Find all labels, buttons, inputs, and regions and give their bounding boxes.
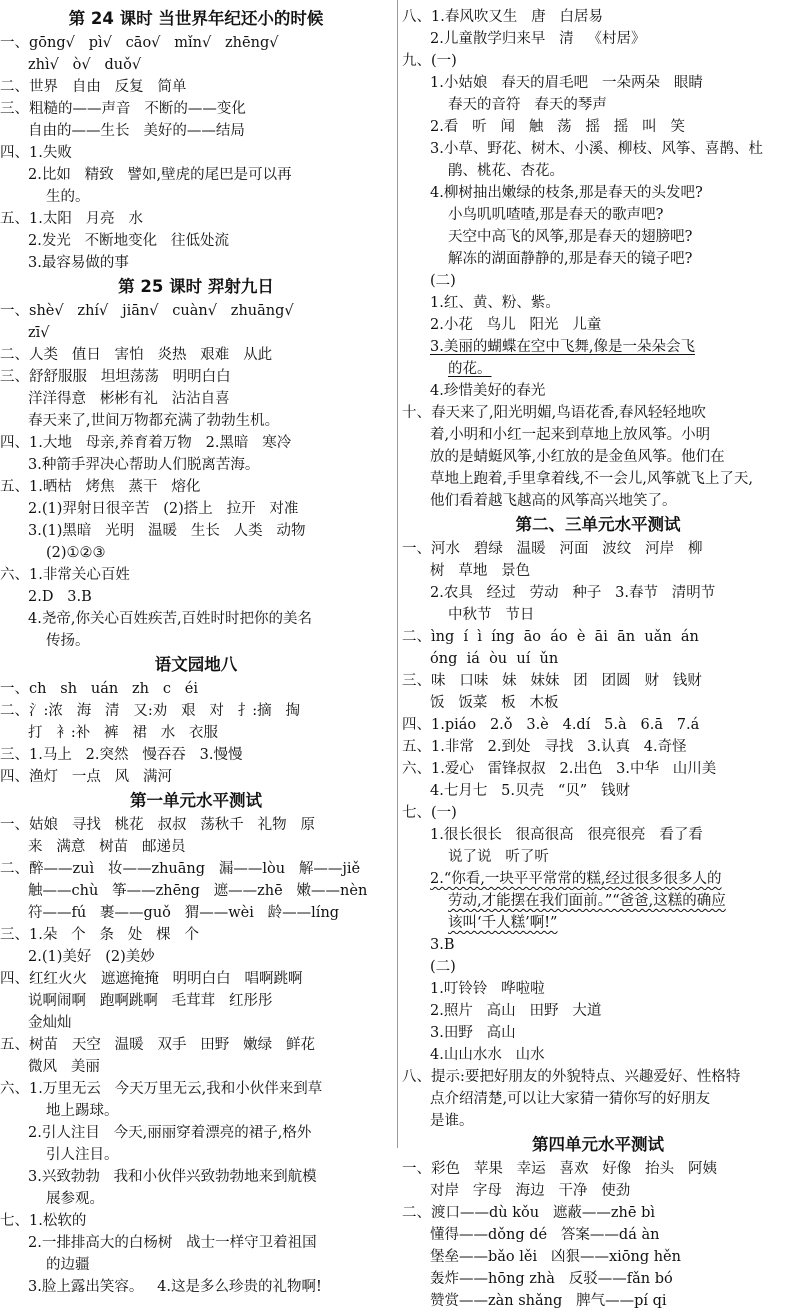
answer-line <box>0 498 392 520</box>
answer-line <box>402 182 794 204</box>
line-text: 4.山山水水 山水 <box>430 1047 545 1063</box>
line-text: 二、氵:浓 海 清 又:劝 艰 对 扌:摘 掏 <box>0 703 300 719</box>
line-text: 洋洋得意 彬彬有礼 沾沾自喜 <box>28 391 230 407</box>
section-heading <box>0 788 392 814</box>
answer-line <box>402 780 794 802</box>
answer-line <box>402 802 794 824</box>
answer-line <box>402 956 794 978</box>
line-text: 4.珍惜美好的春光 <box>430 383 546 399</box>
line-text: 四、渔灯 一点 风 满河 <box>0 769 172 785</box>
answer-line <box>0 322 392 344</box>
answer-line <box>402 604 794 626</box>
answer-line <box>402 1066 794 1088</box>
answer-line <box>0 630 392 652</box>
line-text: 劳动,才能摆在我们面前。”“爸爸,这糕的确应 <box>448 893 726 909</box>
line-text: 一、姑娘 寻找 桃花 叔叔 荡秋千 礼物 原 <box>0 817 315 833</box>
line-text: 八、1.春风吹又生 唐 白居易 <box>402 9 603 25</box>
answer-line <box>402 846 794 868</box>
answer-line <box>0 968 392 990</box>
answer-line <box>0 924 392 946</box>
answer-line <box>0 858 392 880</box>
line-text: 3.兴致勃勃 我和小伙伴兴致勃勃地来到航模 <box>28 1169 317 1185</box>
line-text: 三、舒舒服服 坦坦荡荡 明明白白 <box>0 369 231 385</box>
answer-line <box>0 76 392 98</box>
line-text: 三、味 口味 妹 妹妹 团 团圆 财 钱财 <box>402 673 702 689</box>
line-text: 六、1.爱心 雷锋叔叔 2.出色 3.中华 山川美 <box>402 761 717 777</box>
answer-line <box>0 300 392 322</box>
line-text: 3.种箭手羿决心帮助人们脱离苦海。 <box>28 457 260 473</box>
answer-line <box>402 226 794 248</box>
answer-line <box>402 714 794 736</box>
line-text: 四、1.piáo 2.ǒ 3.è 4.dí 5.à 6.ā 7.á <box>402 717 700 733</box>
line-text: 打 衤:补 裤 裙 水 衣服 <box>28 725 219 741</box>
line-text: 小鸟叽叽喳喳,那是春天的歌声吧? <box>448 207 664 223</box>
answer-line <box>402 424 794 446</box>
answer-line <box>402 1158 794 1180</box>
answer-line <box>402 336 794 358</box>
line-text: 3.(1)黑暗 光明 温暖 生长 人类 动物 <box>28 523 306 539</box>
line-text: 三、粗糙的——声音 不断的——变化 <box>0 101 246 117</box>
answer-line <box>0 1276 392 1298</box>
line-text: 一、shè√ zhí√ jiān√ cuàn√ zhuāng√ <box>0 303 294 319</box>
answer-line <box>402 1290 794 1312</box>
answer-line <box>0 946 392 968</box>
line-text: (2)①②③ <box>46 545 106 561</box>
answer-line <box>0 902 392 924</box>
line-text: 说啊闹啊 跑啊跳啊 毛茸茸 红彤彤 <box>28 993 273 1009</box>
answer-line <box>402 446 794 468</box>
line-text: 3.脸上露出笑容。 4.这是多么珍贵的礼物啊! <box>28 1279 322 1295</box>
answer-line <box>402 978 794 1000</box>
line-text: 3.B <box>430 937 455 953</box>
line-text: 春天的音符 春天的琴声 <box>448 97 607 113</box>
line-text: óng iá òu uí ǔn <box>430 651 559 667</box>
answer-line <box>0 120 392 142</box>
answer-line <box>402 736 794 758</box>
line-text: 二、渡口——dù kǒu 遮蔽——zhē bì <box>402 1205 655 1221</box>
line-text: 2.引人注目 今天,丽丽穿着漂亮的裙子,格外 <box>28 1125 312 1141</box>
answer-line <box>402 582 794 604</box>
answer-line <box>0 1122 392 1144</box>
answer-line <box>402 292 794 314</box>
answer-line <box>0 410 392 432</box>
line-text: 3.美丽的蝴蝶在空中飞舞,像是一朵朵会飞 <box>430 339 695 355</box>
line-text: 五、1.晒枯 烤焦 蒸干 熔化 <box>0 479 201 495</box>
answer-line <box>0 230 392 252</box>
line-text: (二) <box>430 959 456 975</box>
answer-line <box>0 1100 392 1122</box>
line-text: 三、1.朵 个 条 处 棵 个 <box>0 927 199 943</box>
line-text: 对岸 字母 海边 干净 使劲 <box>430 1183 631 1199</box>
line-text: 1.小姑娘 春天的眉毛吧 一朵两朵 眼睛 <box>430 75 703 91</box>
answer-line <box>402 692 794 714</box>
line-text: 的花。 <box>448 361 492 377</box>
answer-line <box>402 468 794 490</box>
answer-line <box>0 54 392 76</box>
answer-line <box>0 1188 392 1210</box>
answer-line <box>0 564 392 586</box>
line-text: 赞赏——zàn shǎng 脾气——pí qi <box>430 1293 667 1309</box>
answer-line <box>402 490 794 512</box>
line-text: 草地上跑着,手里拿着线,不一会儿,风筝就飞上了天, <box>430 471 753 487</box>
answer-line <box>0 608 392 630</box>
line-text: 2.照片 高山 田野 大道 <box>430 1003 602 1019</box>
answer-line <box>0 586 392 608</box>
answer-line <box>402 1110 794 1132</box>
line-text: 四、1.大地 母亲,养育着万物 2.黑暗 寒冷 <box>0 435 292 451</box>
answer-line <box>0 1254 392 1276</box>
section-heading <box>0 6 392 32</box>
answer-line <box>0 432 392 454</box>
answer-line <box>0 388 392 410</box>
line-text: 鹃、桃花、杏花。 <box>448 163 564 179</box>
line-text: 第四单元水平测试 <box>532 1135 664 1154</box>
line-text: 三、1.马上 2.突然 慢吞吞 3.慢慢 <box>0 747 243 763</box>
line-text: 2.农具 经过 劳动 种子 3.春节 清明节 <box>430 585 716 601</box>
line-text: 着,小明和小红一起来到草地上放风筝。小明 <box>430 427 711 443</box>
answer-line <box>0 766 392 788</box>
answer-line <box>0 98 392 120</box>
answer-line <box>402 1224 794 1246</box>
answer-line <box>402 270 794 292</box>
answer-line <box>0 814 392 836</box>
answer-line <box>402 626 794 648</box>
answer-line <box>0 520 392 542</box>
answer-line <box>0 722 392 744</box>
line-text: 2.D 3.B <box>28 589 92 605</box>
line-text: 地上踢球。 <box>46 1103 119 1119</box>
answer-line <box>402 560 794 582</box>
line-text: 七、1.松软的 <box>0 1213 87 1229</box>
line-text: 一、ch sh uán zh c éi <box>0 681 199 697</box>
left-column <box>0 6 392 1298</box>
line-text: 五、1.太阳 月亮 水 <box>0 211 143 227</box>
answer-line <box>402 402 794 424</box>
answer-line <box>0 164 392 186</box>
line-text: 第 24 课时 当世界年纪还小的时候 <box>68 9 324 28</box>
answer-line <box>0 880 392 902</box>
line-text: 触——chù 筝——zhēng 遮——zhē 嫩——nèn <box>28 883 368 899</box>
line-text: 树 草地 景色 <box>430 563 531 579</box>
answer-line <box>402 314 794 336</box>
line-text: 2.小花 鸟儿 阳光 儿童 <box>430 317 602 333</box>
answer-line <box>0 1166 392 1188</box>
line-text: 十、春天来了,阳光明媚,鸟语花香,春风轻轻地吹 <box>402 405 706 421</box>
line-text: 1.红、黄、粉、紫。 <box>430 295 560 311</box>
line-text: 2.儿童散学归来早 清 《村居》 <box>430 31 646 47</box>
answer-line <box>402 6 794 28</box>
answer-line <box>402 72 794 94</box>
answer-line <box>0 700 392 722</box>
line-text: 六、1.非常关心百姓 <box>0 567 130 583</box>
line-text: 2.比如 精致 譬如,壁虎的尾巴是可以再 <box>28 167 292 183</box>
answer-line <box>402 138 794 160</box>
answer-line <box>402 758 794 780</box>
line-text: 第二、三单元水平测试 <box>515 515 681 534</box>
line-text: 符——fú 裹——guǒ 猬——wèi 龄——líng <box>28 905 340 921</box>
answer-line <box>0 836 392 858</box>
answer-line <box>402 1044 794 1066</box>
line-text: 该叫‘千人糕’啊!” <box>448 915 558 931</box>
line-text: 说了说 听了听 <box>448 849 549 865</box>
answer-line <box>402 538 794 560</box>
line-text: zī√ <box>28 325 50 341</box>
answer-line <box>0 990 392 1012</box>
line-text: 展参观。 <box>46 1191 104 1207</box>
line-text: 七、(一) <box>402 805 457 821</box>
line-text: 2.“你看,一块平平常常的糕,经过很多很多人的 <box>430 871 722 887</box>
line-text: 自由的——生长 美好的——结局 <box>28 123 245 139</box>
answer-line <box>0 1078 392 1100</box>
line-text: 二、ìng í ì íng āo áo è āi ān uǎn án <box>402 629 699 645</box>
answer-line <box>0 1144 392 1166</box>
answer-line <box>402 868 794 890</box>
line-text: 五、树苗 天空 温暖 双手 田野 嫩绿 鲜花 <box>0 1037 315 1053</box>
section-heading <box>402 1132 794 1158</box>
answer-line <box>402 380 794 402</box>
answer-line <box>402 358 794 380</box>
answer-line <box>402 912 794 934</box>
line-text: 金灿灿 <box>28 1015 72 1031</box>
answer-line <box>0 366 392 388</box>
line-text: 四、红红火火 遮遮掩掩 明明白白 唱啊跳啊 <box>0 971 303 987</box>
line-text: 一、gōng√ pì√ cāo√ mǐn√ zhēng√ <box>0 35 279 51</box>
answer-line <box>0 744 392 766</box>
line-text: 引人注目。 <box>46 1147 119 1163</box>
answer-line <box>402 50 794 72</box>
answer-line <box>0 454 392 476</box>
line-text: 一、彩色 苹果 幸运 喜欢 好像 抬头 阿姨 <box>402 1161 717 1177</box>
line-text: 微风 美丽 <box>28 1059 100 1075</box>
answer-line <box>0 32 392 54</box>
line-text: 生的。 <box>46 189 90 205</box>
answer-line <box>0 542 392 564</box>
line-text: 来 满意 树苗 邮递员 <box>28 839 186 855</box>
line-text: 2.(1)羿射日很辛苦 (2)搭上 拉开 对准 <box>28 501 299 517</box>
line-text: 2.发光 不断地变化 往低处流 <box>28 233 229 249</box>
answer-line <box>0 1012 392 1034</box>
line-text: 3.最容易做的事 <box>28 255 129 271</box>
line-text: 中秋节 节日 <box>448 607 535 623</box>
answer-line <box>402 1088 794 1110</box>
answer-line <box>0 1210 392 1232</box>
line-text: (二) <box>430 273 456 289</box>
section-heading <box>0 652 392 678</box>
line-text: 堡垒——bǎo lěi 凶狠——xiōng hěn <box>430 1249 681 1265</box>
line-text: 传扬。 <box>46 633 90 649</box>
line-text: 八、提示:要把好朋友的外貌特点、兴趣爱好、性格特 <box>402 1069 741 1085</box>
line-text: 是谁。 <box>430 1113 474 1129</box>
line-text: 2.(1)美好 (2)美妙 <box>28 949 155 965</box>
line-text: 四、1.失败 <box>0 145 72 161</box>
answer-line <box>0 252 392 274</box>
answer-line <box>402 824 794 846</box>
line-text: 1.叮铃铃 哗啦啦 <box>430 981 545 997</box>
right-column <box>402 6 794 1312</box>
section-heading <box>402 512 794 538</box>
line-text: 3.田野 高山 <box>430 1025 516 1041</box>
line-text: 二、世界 自由 反复 简单 <box>0 79 187 95</box>
line-text: 4.七月七 5.贝壳 “贝” 钱财 <box>430 783 630 799</box>
answer-line <box>402 28 794 50</box>
line-text: 4.尧帝,你关心百姓疾苦,百姓时时把你的美名 <box>28 611 313 627</box>
answer-line <box>402 648 794 670</box>
line-text: 4.柳树抽出嫩绿的枝条,那是春天的头发吧? <box>430 185 703 201</box>
line-text: 二、醉——zuì 妆——zhuāng 漏——lòu 解——jiě <box>0 861 361 877</box>
line-text: 3.小草、野花、树木、小溪、柳枝、风筝、喜鹊、杜 <box>430 141 763 157</box>
answer-line <box>402 1246 794 1268</box>
answer-line <box>402 890 794 912</box>
answer-line <box>402 670 794 692</box>
answer-line <box>402 248 794 270</box>
answer-line <box>402 1000 794 1022</box>
answer-line <box>402 1180 794 1202</box>
line-text: 2.一排排高大的白杨树 战士一样守卫着祖国 <box>28 1235 317 1251</box>
line-text: 2.看 听 闻 触 荡 摇 摇 叫 笑 <box>430 119 685 135</box>
line-text: 二、人类 值日 害怕 炎热 艰难 从此 <box>0 347 273 363</box>
line-text: 轰炸——hōng zhà 反驳——fǎn bó <box>430 1271 673 1287</box>
line-text: 1.很长很长 很高很高 很亮很亮 看了看 <box>430 827 703 843</box>
line-text: 放的是蜻蜓风筝,小红放的是金鱼风筝。他们在 <box>430 449 725 465</box>
line-text: 点介绍清楚,可以让大家猜一猜你写的好朋友 <box>430 1091 711 1107</box>
line-text: 一、河水 碧绿 温暖 河面 波纹 河岸 柳 <box>402 541 703 557</box>
answer-line <box>402 204 794 226</box>
column-divider <box>397 0 398 1148</box>
line-text: 第一单元水平测试 <box>130 791 262 810</box>
answer-line <box>0 208 392 230</box>
line-text: 春天来了,世间万物都充满了勃勃生机。 <box>28 413 280 429</box>
answer-line <box>0 1232 392 1254</box>
line-text: 五、1.非常 2.到处 寻找 3.认真 4.奇怪 <box>402 739 687 755</box>
answer-line <box>0 678 392 700</box>
line-text: 语文园地八 <box>154 655 238 674</box>
line-text: 饭 饭菜 板 木板 <box>430 695 559 711</box>
line-text: 解冻的湖面静静的,那是春天的镜子吧? <box>448 251 693 267</box>
line-text: 的边疆 <box>46 1257 90 1273</box>
section-heading <box>0 274 392 300</box>
answer-line <box>0 1056 392 1078</box>
answer-line <box>0 1034 392 1056</box>
answer-line <box>402 160 794 182</box>
line-text: 六、1.万里无云 今天万里无云,我和小伙伴来到草 <box>0 1081 323 1097</box>
line-text: 天空中高飞的风筝,那是春天的翅膀吧? <box>448 229 693 245</box>
answer-line <box>402 1268 794 1290</box>
line-text: 他们看着越飞越高的风筝高兴地笑了。 <box>430 493 677 509</box>
answer-line <box>402 934 794 956</box>
answer-line <box>402 94 794 116</box>
line-text: zhì√ ò√ duǒ√ <box>28 57 142 73</box>
answer-line <box>402 116 794 138</box>
answer-line <box>0 344 392 366</box>
answer-line <box>0 186 392 208</box>
line-text: 懂得——dǒng dé 答案——dá àn <box>430 1227 660 1243</box>
answer-line <box>402 1202 794 1224</box>
answer-line <box>0 142 392 164</box>
line-text: 第 25 课时 羿射九日 <box>118 277 274 296</box>
line-text: 九、(一) <box>402 53 457 69</box>
answer-line <box>0 476 392 498</box>
answer-line <box>402 1022 794 1044</box>
